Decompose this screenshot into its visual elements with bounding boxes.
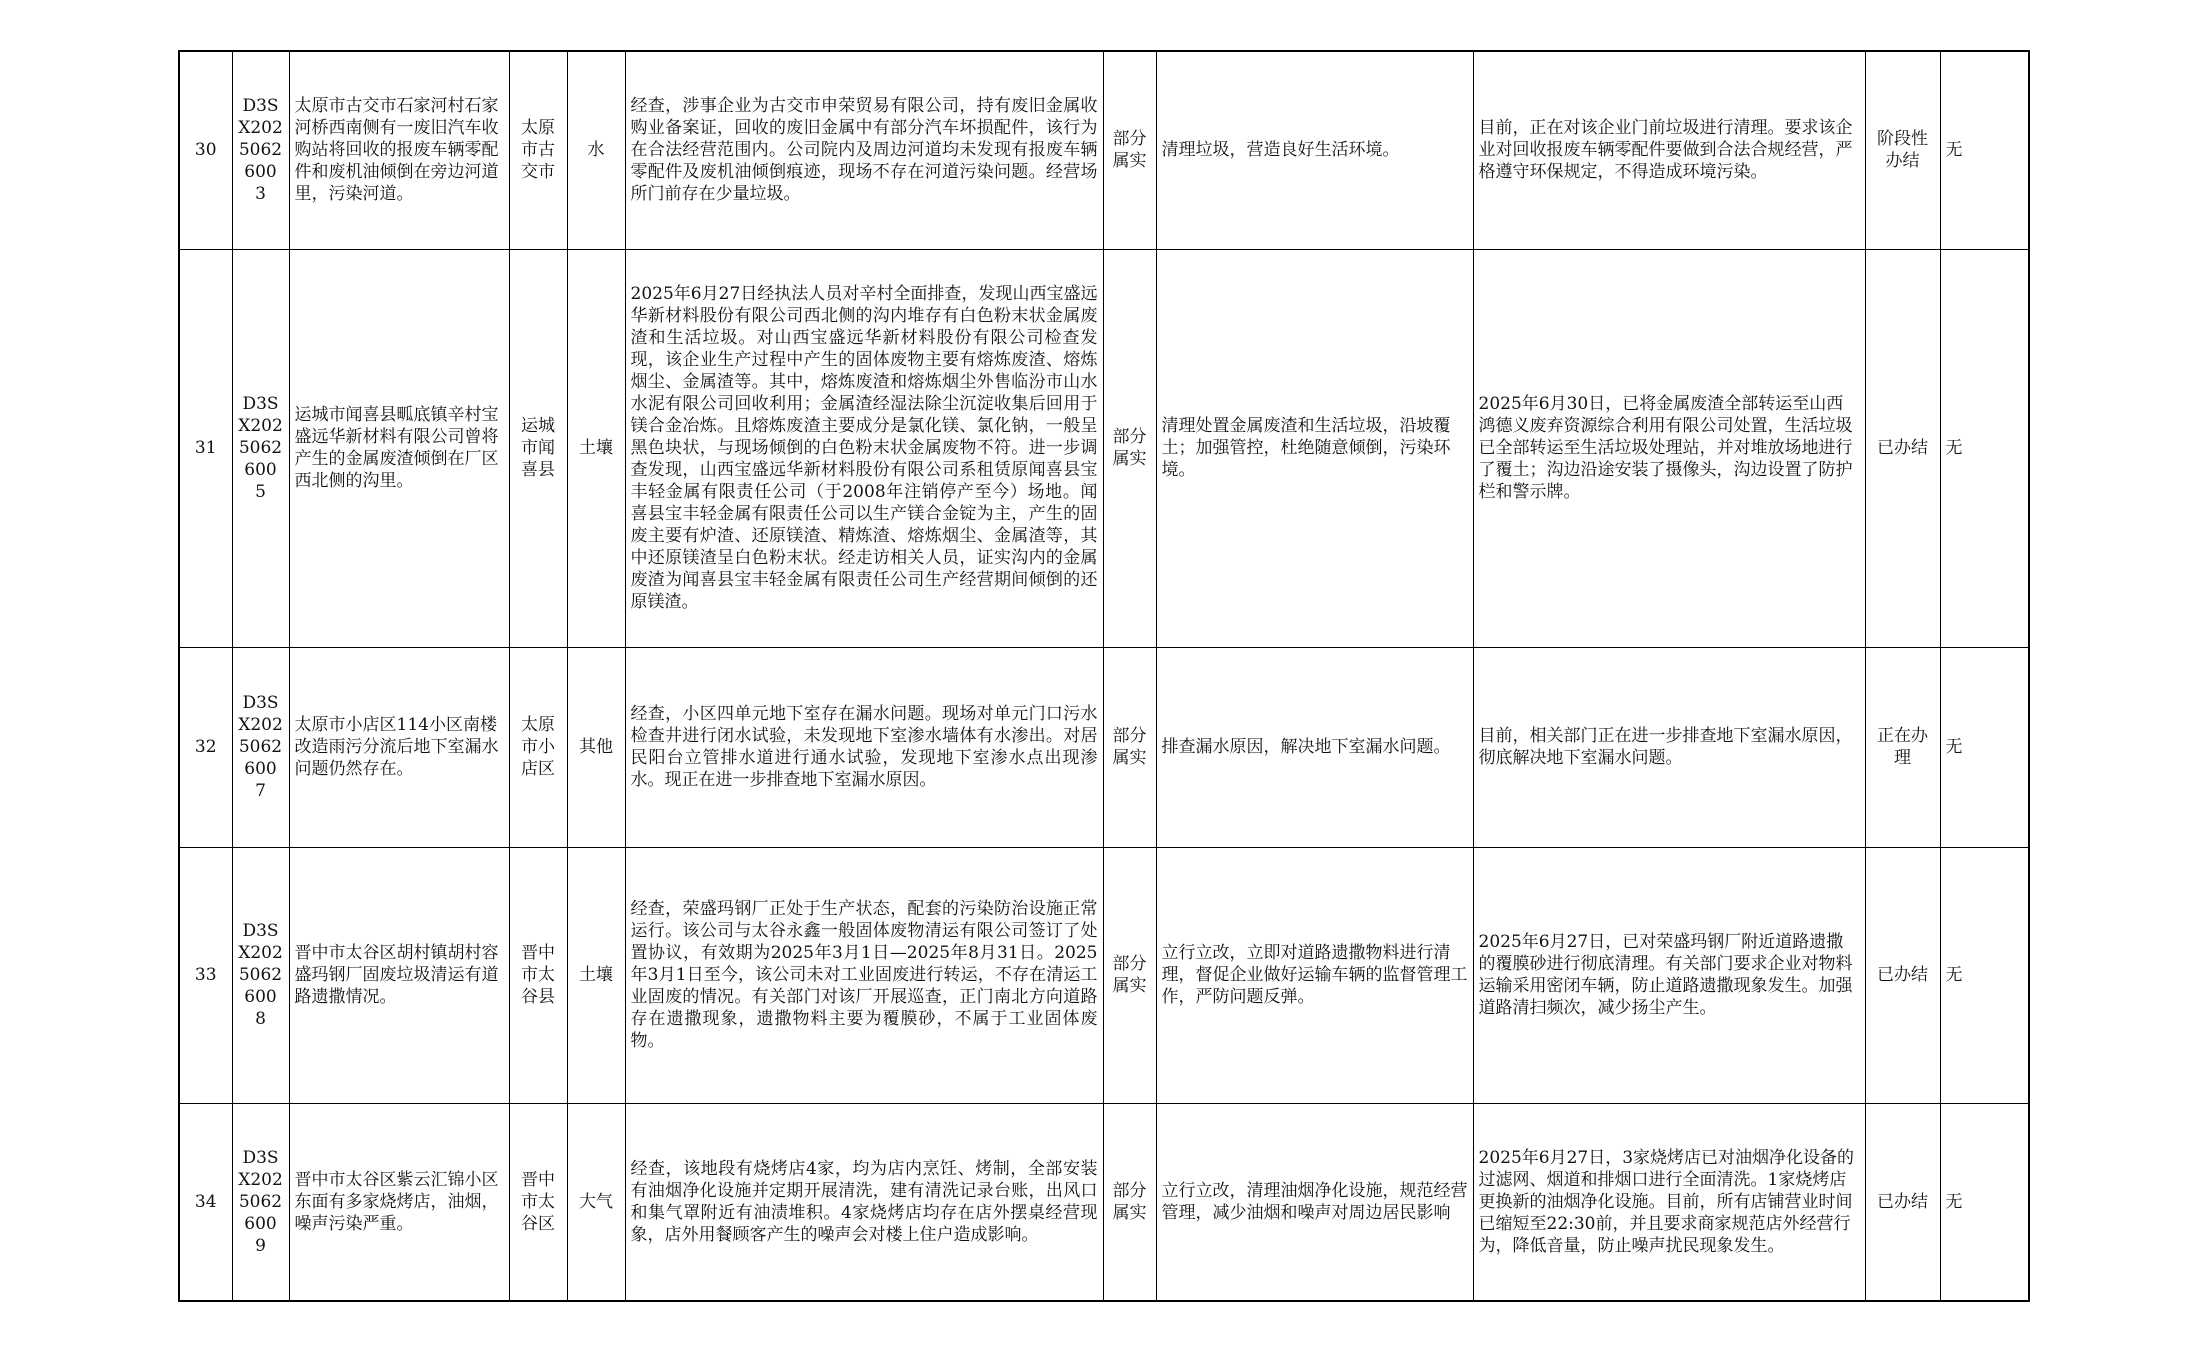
verification-result: 部分属实 (1103, 51, 1156, 249)
case-code: D3SX2025062600 5 (232, 249, 289, 647)
complaint-content: 太原市小店区114小区南楼改造雨污分流后地下室漏水问题仍然存在。 (289, 647, 509, 847)
complaint-content: 晋中市太谷区胡村镇胡村容盛玛钢厂固废垃圾清运有道路遗撒情况。 (289, 847, 509, 1103)
accountability-note: 无 (1940, 647, 2029, 847)
investigation-detail: 经查，荣盛玛钢厂正处于生产状态，配套的污染防治设施正常运行。该公司与太谷永鑫一般固体废物清运有限公司签订了处置协议，有效期为2025年3月1日—2025年8月31日。2025年3月1日至今，该公司未对工业固废进行转运，不存在清运工业固废的情况。有关部门对该厂开展巡查，正门南北方向道路存在遗撒现象，遗撒物料主要为覆膜砂，不属于工业固体废物。 (625, 847, 1103, 1103)
case-table (178, 50, 2030, 1302)
case-status: 已办结 (1865, 249, 1940, 647)
pollution-type: 大气 (567, 1103, 625, 1301)
rectification-result: 目前，相关部门正在进一步排查地下室漏水原因，彻底解决地下室漏水问题。 (1473, 647, 1865, 847)
pollution-type: 其他 (567, 647, 625, 847)
verification-result: 部分属实 (1103, 647, 1156, 847)
rectification-result: 目前，正在对该企业门前垃圾进行清理。要求该企业对回收报废车辆零配件要做到合法合规经营，严格遵守环保规定，不得造成环境污染。 (1473, 51, 1865, 249)
row-number: 32 (179, 647, 232, 847)
handling-plan: 清理垃圾，营造良好生活环境。 (1156, 51, 1473, 249)
row-number: 33 (179, 847, 232, 1103)
investigation-detail: 经查，小区四单元地下室存在漏水问题。现场对单元门口污水检查井进行闭水试验，未发现地下室渗水墙体有水渗出。对居民阳台立管排水道进行通水试验，发现地下室渗水点出现渗水。现正在进一步排查地下室漏水原因。 (625, 647, 1103, 847)
row-number: 31 (179, 249, 232, 647)
table-row (179, 847, 2029, 1103)
pollution-type: 水 (567, 51, 625, 249)
table-row (179, 1103, 2029, 1301)
administrative-area: 晋中市太谷区 (509, 1103, 567, 1301)
handling-plan: 排查漏水原因，解决地下室漏水问题。 (1156, 647, 1473, 847)
administrative-area: 晋中市太谷县 (509, 847, 567, 1103)
rectification-result: 2025年6月30日，已将金属废渣全部转运至山西鸿德义废弃资源综合利用有限公司处置，生活垃圾已全部转运至生活垃圾处理站，并对堆放场地进行了覆土；沟边沿途安装了摄像头，沟边设置了防护栏和警示牌。 (1473, 249, 1865, 647)
case-code: D3SX2025062600 8 (232, 847, 289, 1103)
handling-plan: 立行立改，立即对道路遗撒物料进行清理，督促企业做好运输车辆的监督管理工作，严防问题反弹。 (1156, 847, 1473, 1103)
pollution-type: 土壤 (567, 249, 625, 647)
case-status: 已办结 (1865, 1103, 1940, 1301)
investigation-detail: 经查，涉事企业为古交市申荣贸易有限公司，持有废旧金属收购业备案证，回收的废旧金属中有部分汽车坏损配件，该行为在合法经营范围内。公司院内及周边河道均未发现有报废车辆零配件及废机油倾倒痕迹，现场不存在河道污染问题。经营场所门前存在少量垃圾。 (625, 51, 1103, 249)
case-code: D3SX2025062600 7 (232, 647, 289, 847)
case-status: 正在办理 (1865, 647, 1940, 847)
administrative-area: 太原市小店区 (509, 647, 567, 847)
row-number: 34 (179, 1103, 232, 1301)
complaint-content: 太原市古交市石家河村石家河桥西南侧有一废旧汽车收购站将回收的报废车辆零配件和废机油倾倒在旁边河道里，污染河道。 (289, 51, 509, 249)
verification-result: 部分属实 (1103, 249, 1156, 647)
rectification-result: 2025年6月27日，已对荣盛玛钢厂附近道路遗撒的覆膜砂进行彻底清理。有关部门要求企业对物料运输采用密闭车辆，防止道路遗撒现象发生。加强道路清扫频次，减少扬尘产生。 (1473, 847, 1865, 1103)
table-row (179, 51, 2029, 249)
case-status: 阶段性办结 (1865, 51, 1940, 249)
case-status: 已办结 (1865, 847, 1940, 1103)
accountability-note: 无 (1940, 847, 2029, 1103)
investigation-detail: 2025年6月27日经执法人员对辛村全面排查，发现山西宝盛远华新材料股份有限公司西北侧的沟内堆存有白色粉末状金属废渣和生活垃圾。对山西宝盛远华新材料股份有限公司检查发现，该企业生产过程中产生的固体废物主要有熔炼废渣、熔炼烟尘、金属渣等。其中，熔炼废渣和熔炼烟尘外售临汾市山水水泥有限公司回收利用；金属渣经湿法除尘沉淀收集后回用于镁合金冶炼。且熔炼废渣主要成分是氯化镁、氯化钠，一般呈黑色块状，与现场倾倒的白色粉末状金属废物不符。进一步调查发现，山西宝盛远华新材料股份有限公司系租赁原闻喜县宝丰轻金属有限责任公司（于2008年注销停产至今）场地。闻喜县宝丰轻金属有限责任公司以生产镁合金锭为主，产生的固废主要有炉渣、还原镁渣、精炼渣、熔炼烟尘、金属渣等，其中还原镁渣呈白色粉末状。经走访相关人员，证实沟内的金属废渣为闻喜县宝丰轻金属有限责任公司生产经营期间倾倒的还原镁渣。 (625, 249, 1103, 647)
row-number: 30 (179, 51, 232, 249)
rectification-result: 2025年6月27日，3家烧烤店已对油烟净化设备的过滤网、烟道和排烟口进行全面清洗。1家烧烤店更换新的油烟净化设施。目前，所有店铺营业时间已缩短至22:30前，并且要求商家规范店外经营行为，降低音量，防止噪声扰民现象发生。 (1473, 1103, 1865, 1301)
administrative-area: 太原市古交市 (509, 51, 567, 249)
table-row (179, 249, 2029, 647)
handling-plan: 立行立改，清理油烟净化设施，规范经营管理，减少油烟和噪声对周边居民影响 (1156, 1103, 1473, 1301)
complaint-content: 运城市闻喜县畖底镇辛村宝盛远华新材料有限公司曾将产生的金属废渣倾倒在厂区西北侧的沟里。 (289, 249, 509, 647)
verification-result: 部分属实 (1103, 847, 1156, 1103)
table-row (179, 647, 2029, 847)
accountability-note: 无 (1940, 51, 2029, 249)
accountability-note: 无 (1940, 1103, 2029, 1301)
pollution-type: 土壤 (567, 847, 625, 1103)
verification-result: 部分属实 (1103, 1103, 1156, 1301)
accountability-note: 无 (1940, 249, 2029, 647)
case-code: D3SX2025062600 9 (232, 1103, 289, 1301)
investigation-detail: 经查，该地段有烧烤店4家，均为店内烹饪、烤制，全部安装有油烟净化设施并定期开展清洗，建有清洗记录台账，出风口和集气罩附近有油渍堆积。4家烧烤店均存在店外摆桌经营现象，店外用餐顾客产生的噪声会对楼上住户造成影响。 (625, 1103, 1103, 1301)
handling-plan: 清理处置金属废渣和生活垃圾，沿坡覆土；加强管控，杜绝随意倾倒，污染环境。 (1156, 249, 1473, 647)
administrative-area: 运城市闻喜县 (509, 249, 567, 647)
complaint-content: 晋中市太谷区紫云汇锦小区东面有多家烧烤店，油烟，噪声污染严重。 (289, 1103, 509, 1301)
case-code: D3SX2025062600 3 (232, 51, 289, 249)
